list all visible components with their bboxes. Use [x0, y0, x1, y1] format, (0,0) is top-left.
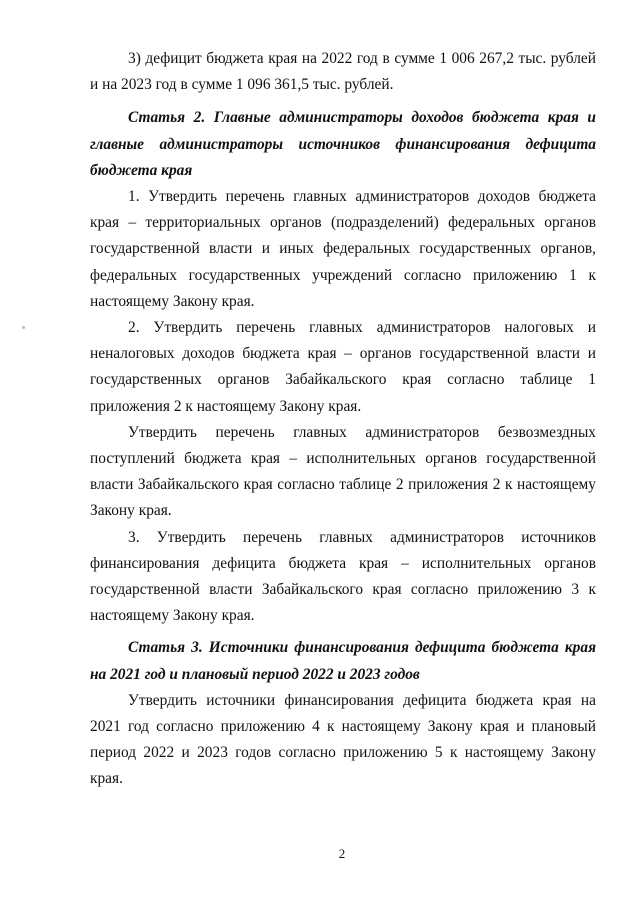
paragraph-article-2-item-1: 1. Утвердить перечень главных администраторов доходов бюджета края – территориальных органов (подразделений) федеральных органов государственной власти и иных федеральных государственных органов, федеральных государственных учреждений согласно приложению 1 к настоящему Закону края. — [90, 188, 596, 310]
paragraph-article-3-body: Утвердить источники финансирования дефицита бюджета края на 2021 год согласно приложению 4 к настоящему Закону края и плановый период 2022 и 2023 годов согласно приложению 5 к настоящему Закону края. — [90, 691, 596, 788]
paragraph-article-2-item-2-continued: Утвердить перечень главных администраторов безвозмездных поступлений бюджета края – исполнительных органов государственной власти Забайкальского края согласно таблице 2 приложения 2 к настоящему Закону края. — [90, 423, 596, 520]
page-number: 2 — [338, 846, 346, 861]
article-3-heading: Статья 3. Источники финансирования дефицита бюджета края на 2021 год и плановый период 2022 и 2023 годов — [90, 639, 596, 683]
scan-artifact-dot — [22, 326, 25, 329]
paragraph-deficit-item-3: 3) дефицит бюджета края на 2022 год в сумме 1 006 267,2 тыс. рублей и на 2023 год в сумме 1 096 361,5 тыс. рублей. — [90, 50, 596, 94]
article-2-heading: Статья 2. Главные администраторы доходов бюджета края и главные администраторы источников финансирования дефицита бюджета края — [90, 109, 596, 179]
paragraph-article-2-item-2: 2. Утвердить перечень главных администраторов налоговых и неналоговых доходов бюджета края – органов государственной власти и государственных органов Забайкальского края согласно таблице 1 приложения 2 к настоящему Закону края. — [90, 319, 596, 415]
paragraph-article-2-item-3: 3. Утвердить перечень главных администраторов источников финансирования дефицита бюджета края – исполнительных органов государственной власти Забайкальского края согласно приложению 3 к настоящему Закону края. — [90, 528, 596, 625]
